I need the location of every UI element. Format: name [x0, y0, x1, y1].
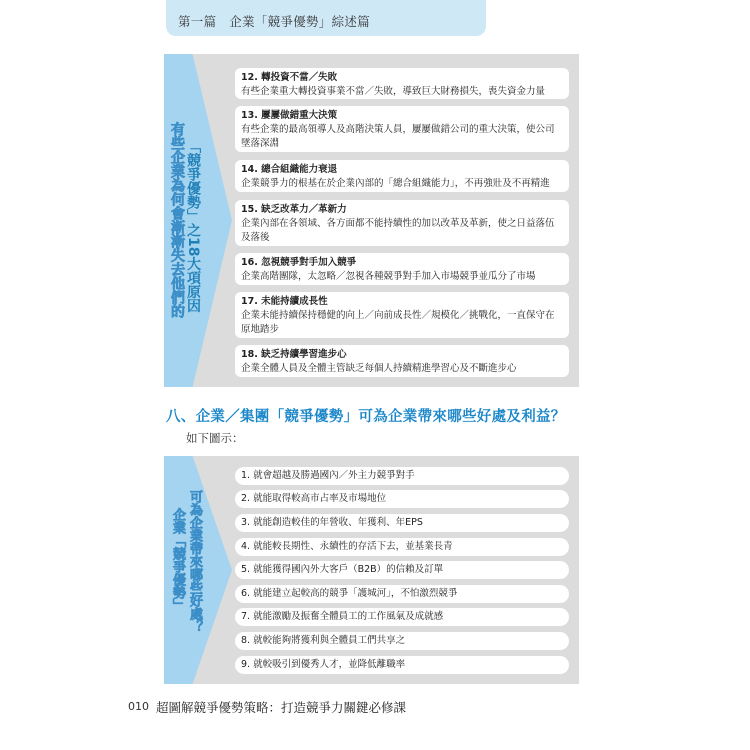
cause-body: 企業未能持續保持穩健的向上／向前成長性／規模化／挑戰化，一直保守在原地踏步	[241, 310, 555, 335]
cause-item-17	[235, 292, 569, 338]
cause-body: 企業競爭力的根基在於企業內部的「總合組織能力」，不再強壯及不再精進	[241, 178, 550, 189]
benefit-row: 4. 就能較長期性、永續性的存活下去，並基業長青	[235, 538, 569, 556]
cause-title: 18. 缺乏持續學習進步心	[241, 349, 347, 360]
cause-item-12	[235, 68, 569, 99]
page-number: 010	[128, 700, 149, 713]
cause-title: 13. 屢屢做錯重大決策	[241, 110, 338, 121]
cause-body: 有些企業的最高領導人及高階決策人員，屢屢做錯公司的重大決策，使公司墜落深淵	[241, 124, 555, 149]
benefit-row: 9. 就較吸引到優秀人才，並降低離職率	[235, 656, 569, 674]
benefit-row: 8. 就較能夠將獲利與全體員工們共享之	[235, 632, 569, 650]
cause-title: 14. 總合組織能力衰退	[241, 164, 338, 175]
benefit-row: 3. 就能創造較佳的年營收、年獲利、年EPS	[235, 514, 569, 532]
cause-title: 17. 未能持續成長性	[241, 296, 328, 307]
cause-body: 有些企業重大轉投資事業不當／失敗，導致巨大財務損失，喪失資金力量	[241, 86, 546, 97]
cause-item-14	[235, 160, 569, 192]
benefits-side-title-line1: 企業「競爭優勢」	[170, 508, 185, 612]
book-title: 超圖解競爭優勢策略：打造競爭力關鍵必修課	[156, 700, 407, 715]
cause-title: 12. 轉投資不當／失敗	[241, 72, 338, 83]
benefit-row: 7. 就能激勵及振奮全體員工的工作風氣及成就感	[235, 608, 569, 626]
benefit-row: 1. 就會超越及勝過國內／外主力競爭對手	[235, 467, 569, 485]
cause-title: 16. 忽視競爭對手加入競爭	[241, 257, 357, 268]
causes-side-title-line2: 有些企業為何會漸漸失去他們的	[169, 122, 185, 318]
benefits-side-title-line2: 可為企業帶來哪些好處？	[187, 490, 202, 633]
cause-title: 15. 缺乏改革力／革新力	[241, 204, 347, 215]
cause-item-16	[235, 253, 569, 285]
benefit-row: 5. 就能獲得國內外大客戶（B2B）的信賴及訂單	[235, 561, 569, 579]
cause-item-13	[235, 106, 569, 152]
chapter-title: 第一篇 企業「競爭優勢」綜述篇	[178, 14, 371, 29]
cause-body: 企業全體人員及全體主管缺乏每個人持續精進學習心及不斷進步心	[241, 363, 517, 374]
causes-side-title-line1: 「競爭優勢」之18大項原因	[185, 139, 201, 313]
section-subtext: 如下圖示：	[186, 431, 244, 445]
cause-body: 企業內部在各領域、各方面都不能持續性的加以改革及革新，使之日益落伍及落後	[241, 218, 555, 243]
benefit-row: 2. 就能取得較高市占率及市場地位	[235, 490, 569, 508]
section-heading: 八、企業／集團「競爭優勢」可為企業帶來哪些好處及利益？	[166, 409, 566, 425]
benefit-row: 6. 就能建立起較高的競爭「護城河」，不怕激烈競爭	[235, 585, 569, 603]
cause-item-18	[235, 345, 569, 377]
cause-body: 企業高階團隊，太忽略／忽視各種競爭對手加入市場競爭並瓜分了市場	[241, 271, 536, 282]
cause-item-15	[235, 200, 569, 246]
